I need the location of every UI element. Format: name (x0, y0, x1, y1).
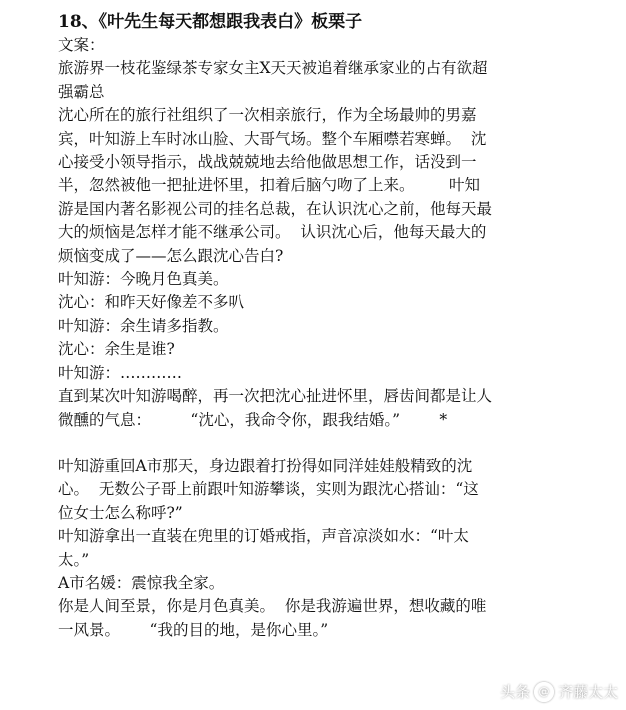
text-line: 心接受小领导指示，战战兢兢地去给他做思想工作，话没到一 (58, 153, 477, 172)
text-line: 沈心：余生是谁? (58, 340, 175, 359)
text-line: 烦恼变成了——怎么跟沈心告白? (58, 246, 284, 265)
blank-line (58, 432, 618, 455)
text-line: 宾，叶知游上车时冰山脸、大哥气场。整个车厢噤若寒蝉。 沈 (58, 129, 487, 148)
text-line: 直到某次叶知游喝醉，再一次把沈心扯进怀里，唇齿间都是让人 (58, 387, 493, 406)
text-line: 沈心所在的旅行社组织了一次相亲旅行，作为全场最帅的男嘉 (58, 106, 477, 125)
text-line: 微醺的气息： “沈心，我命令你，跟我结婚。” * (58, 410, 448, 429)
document-title: 18、《叶先生每天都想跟我表白》板栗子 (58, 12, 363, 32)
watermark-handle: 齐藤太太 (557, 683, 618, 701)
at-icon: @ (534, 682, 554, 702)
text-line: A市名媛：震惊我全家。 (58, 573, 225, 592)
text-line: 心。 无数公子哥上前跟叶知游攀谈，实则为跟沈心搭讪：“这 (58, 480, 479, 499)
document-body (58, 34, 618, 642)
watermark-prefix: 头条 (499, 683, 530, 701)
text-line: 叶知游：今晚月色真美。 (58, 270, 229, 289)
text-line: 叶知游：………… (58, 363, 183, 382)
text-line: 游是国内著名影视公司的挂名总裁，在认识沈心之前，他每天最 (58, 199, 493, 218)
text-line: 半，忽然被他一把扯进怀里，扣着后脑勺吻了上来。 叶知 (58, 176, 480, 195)
text-line: 沈心：和昨天好像差不多叭 (58, 293, 245, 312)
text-line: 叶知游重回A市那天，身边跟着打扮得如同洋娃娃般精致的沈 (58, 456, 473, 475)
text-line: 文案： (58, 36, 105, 54)
document-page (58, 10, 618, 642)
watermark (500, 681, 618, 702)
text-line: 旅游界一枝花鉴绿茶专家女主X天天被追着继承家业的占有欲超 (58, 59, 488, 78)
text-line: 叶知游：余生请多指教。 (58, 316, 229, 335)
text-line: 位女士怎么称呼?” (58, 503, 183, 522)
text-line: 叶知游拿出一直装在兜里的订婚戒指，声音凉淡如水：“叶太 (58, 527, 469, 546)
text-line: 强霸总 (58, 82, 105, 101)
text-line: 大的烦恼是怎样才能不继承公司。 认识沈心后，他每天最大的 (58, 223, 487, 242)
text-line: 你是人间至景，你是月色真美。 你是我游遍世界，想收藏的唯 (58, 597, 487, 616)
text-line: 太。” (58, 550, 90, 569)
text-line: 一风景。 “我的目的地，是你心里。” (58, 620, 329, 639)
